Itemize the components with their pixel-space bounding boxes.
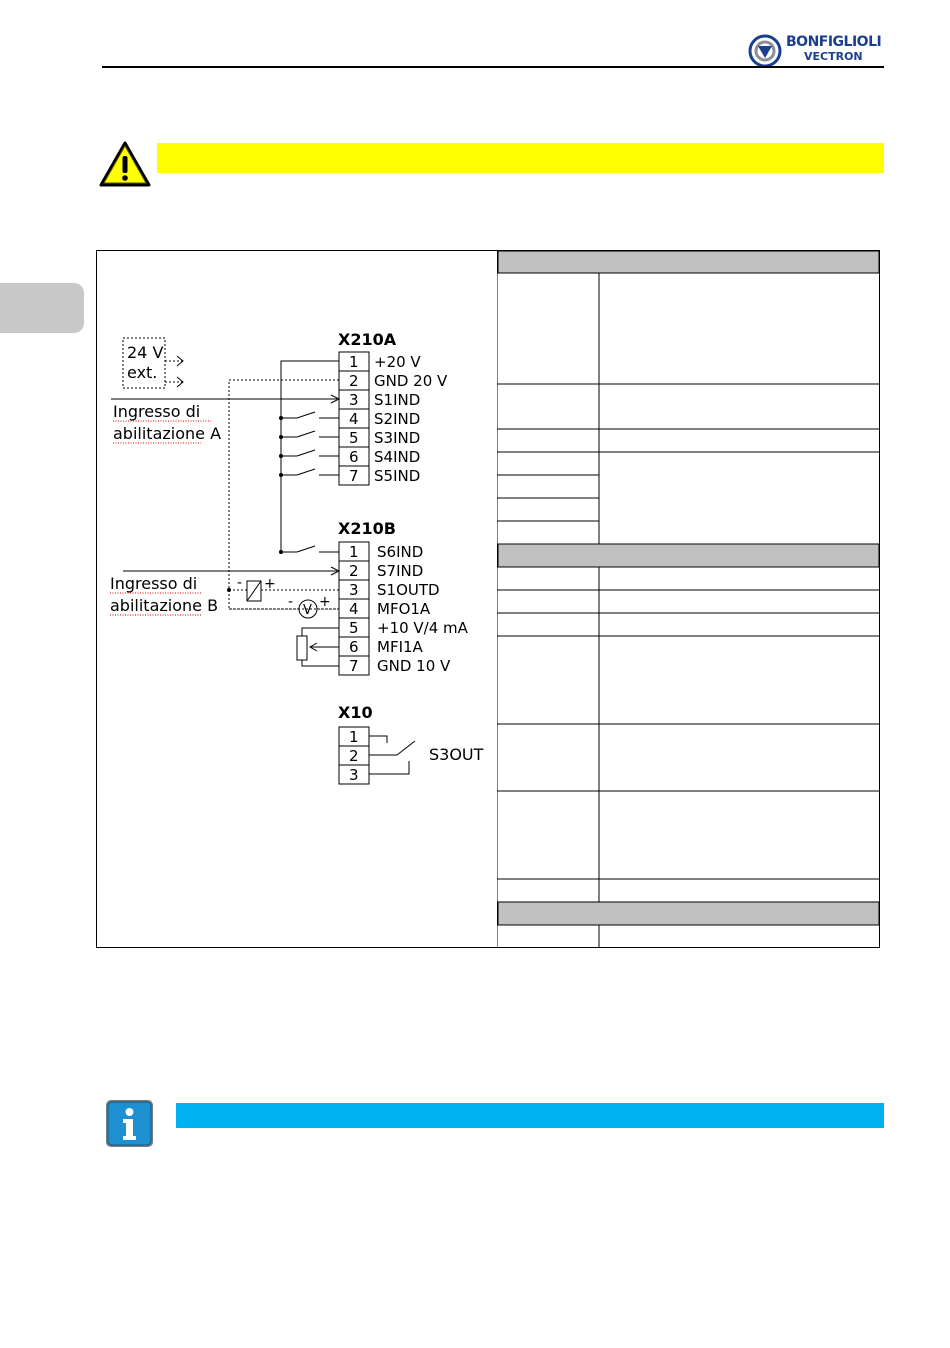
coil-plus: +: [264, 576, 276, 592]
terminal-number: 1: [349, 543, 359, 561]
connector-x210b: [339, 542, 469, 675]
supply-label-line2: ext.: [127, 363, 158, 382]
terminal-label: S7IND: [377, 562, 424, 580]
terminal-label: +10 V/4 mA: [377, 619, 468, 637]
wiring-diagram: [97, 251, 497, 947]
voltmeter-plus: +: [319, 594, 331, 610]
terminal-label: GND 10 V: [377, 657, 451, 675]
terminal-label: MFO1A: [377, 600, 431, 618]
warning-bar: [157, 143, 884, 173]
terminal-number: 1: [349, 728, 359, 746]
terminal-label: MFI1A: [377, 638, 423, 656]
terminal-number: 2: [349, 747, 359, 765]
terminal-number: 7: [349, 657, 359, 675]
terminal-number: 4: [349, 600, 359, 618]
terminal-number: 5: [349, 429, 359, 447]
info-bar: [176, 1103, 884, 1128]
terminal-number: 3: [349, 391, 359, 409]
terminal-label: S1OUTD: [377, 581, 440, 599]
warning-triangle-icon: [98, 140, 152, 188]
voltmeter-symbol: V: [303, 603, 312, 618]
enable-b-line1: Ingresso di: [110, 574, 198, 593]
connector-x210a-title: X210A: [338, 330, 397, 349]
terminal-label: GND 20 V: [374, 372, 448, 390]
terminal-number: 6: [349, 638, 359, 656]
supply-label-line1: 24 V: [127, 343, 164, 362]
terminal-number: 3: [349, 766, 359, 784]
logo-line1: BONFIGLIOLI: [786, 34, 882, 50]
enable-a-line1: Ingresso di: [113, 402, 201, 421]
relay-label: S3OUT: [429, 745, 484, 764]
connector-x10-title: X10: [338, 703, 373, 722]
terminal-label: S5IND: [374, 467, 421, 485]
terminal-label: S2IND: [374, 410, 421, 428]
terminal-number: 2: [349, 562, 359, 580]
terminal-label: S1IND: [374, 391, 421, 409]
terminal-table: [497, 250, 880, 948]
terminal-number: 3: [349, 581, 359, 599]
table-header-x210b: [498, 544, 879, 567]
terminal-number: 7: [349, 467, 359, 485]
terminal-number: 5: [349, 619, 359, 637]
info-icon: [104, 1098, 156, 1150]
logo-line2: VECTRON: [804, 50, 863, 63]
table-header-x10: [498, 902, 879, 925]
table-header-x210a: [498, 251, 879, 273]
chapter-tab: [0, 283, 84, 333]
connector-x210a: [339, 352, 448, 485]
terminal-label: +20 V: [374, 353, 421, 371]
terminal-number: 4: [349, 410, 359, 428]
enable-a-line2: abilitazione A: [113, 424, 222, 443]
coil-minus: -: [237, 575, 243, 591]
terminal-number: 6: [349, 448, 359, 466]
voltmeter-minus: -: [288, 594, 294, 610]
connector-x10: [339, 727, 369, 784]
connector-x210b-title: X210B: [338, 519, 396, 538]
terminal-label: S3IND: [374, 429, 421, 447]
enable-b-line2: abilitazione B: [110, 596, 219, 615]
logo-emblem-icon: [748, 34, 782, 68]
terminal-label: S6IND: [377, 543, 424, 561]
terminal-label: S4IND: [374, 448, 421, 466]
terminal-number: 2: [349, 372, 359, 390]
terminal-number: 1: [349, 353, 359, 371]
header-rule: [102, 66, 884, 68]
